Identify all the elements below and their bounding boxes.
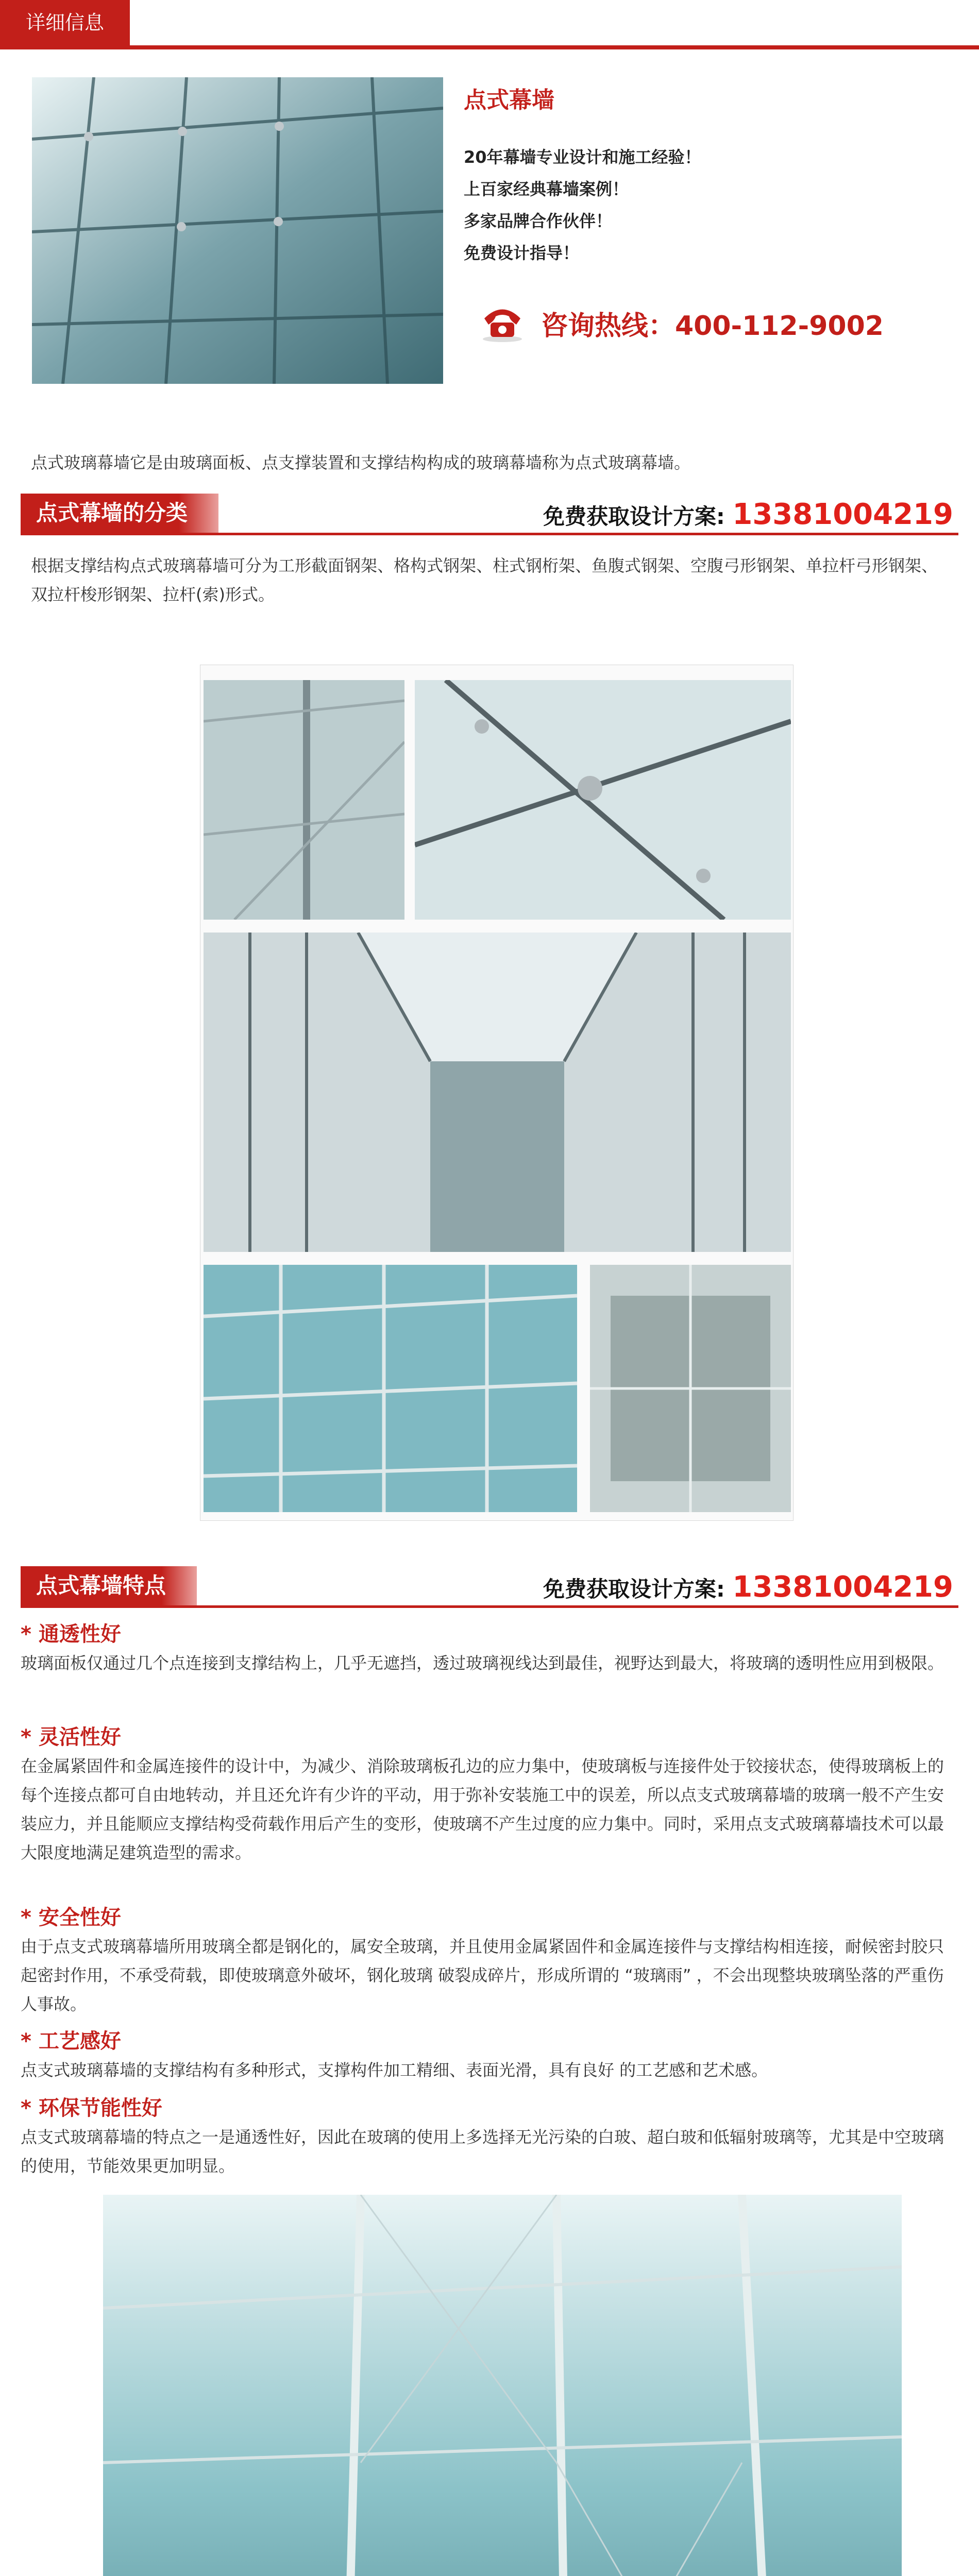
tab-details[interactable]: 详细信息	[0, 0, 130, 45]
feature-title: * 环保节能性好	[21, 2096, 162, 2120]
phone-number[interactable]: 13381004219	[732, 498, 953, 531]
gallery-photo-5	[590, 1265, 791, 1512]
feature-body: 点支式玻璃幕墙的支撑结构有多种形式，支撑构件加工精细、表面光滑，具有良好 的工艺感和艺术感。	[21, 2060, 768, 2080]
section-title: 点式幕墙特点	[21, 1566, 197, 1605]
free-design-cta[interactable]	[543, 1570, 953, 1604]
feature-title: * 通透性好	[21, 1622, 121, 1646]
free-design-cta[interactable]	[543, 498, 953, 531]
phone-number[interactable]: 13381004219	[732, 1570, 953, 1604]
feature-title: * 安全性好	[21, 1906, 121, 1929]
intro-text: 点式玻璃幕墙它是由玻璃面板、点支撑装置和支撑结构构成的玻璃幕墙称为点式玻璃幕墙。	[31, 453, 691, 472]
gallery-photo-4	[204, 1265, 577, 1512]
hero-line-3: 多家品牌合作伙伴！	[464, 211, 613, 231]
feature-body: 在金属紧固件和金属连接件的设计中，为减少、消除玻璃板孔边的应力集中，使玻璃板与连接件处于铰接状态，使得玻璃板上的每个连接点都可自由地转动，并且还允许有少许的平动，用于弥补安装施工中的误差，所以点支式玻璃幕墙的玻璃一般不产生安装应力，并且能顺应支撑结构受荷载作用后产生的变形，使玻璃不产生过度的应力集中。同时，采用点支式玻璃幕墙技术可以最大限度地满足建筑造型的需求。	[21, 1756, 944, 1862]
tab-bar	[0, 0, 979, 49]
gallery-photo-2	[415, 680, 791, 920]
section-classification-header	[21, 494, 958, 535]
hero-line-1: 20年幕墙专业设计和施工经验！	[464, 147, 701, 167]
hero-line-4: 免费设计指导！	[464, 243, 580, 263]
features-photo	[103, 2195, 902, 2576]
section-features-header	[21, 1566, 958, 1608]
gallery-photo-3	[204, 933, 791, 1252]
feature-title: * 灵活性好	[21, 1725, 121, 1749]
free-label: 免费获取设计方案:	[543, 504, 725, 529]
hero-title: 点式幕墙	[464, 87, 554, 113]
classification-text: 根据支撑结构点式玻璃幕墙可分为工形截面钢架、格构式钢架、柱式钢桁架、鱼腹式钢架、空腹弓形钢架、单拉杆弓形钢架、双拉杆梭形钢架、拉杆(索)形式。	[31, 556, 938, 604]
hero-photo	[32, 77, 443, 384]
section-title: 点式幕墙的分类	[21, 494, 218, 533]
feature-title: * 工艺感好	[21, 2029, 121, 2053]
feature-body: 由于点支式玻璃幕墙所用玻璃全都是钢化的，属安全玻璃，并且使用金属紧固件和金属连接件与支撑结构相连接，耐候密封胶只起密封作用，不承受荷载，即使玻璃意外破坏，钢化玻璃 破裂成碎片，形成所谓的 “玻璃雨” ，不会出现整块玻璃坠落的严重伤人事故。	[21, 1937, 944, 2014]
gallery-photo-1	[204, 680, 404, 920]
hotline[interactable]: 咨询热线：400-112-9002	[541, 311, 884, 342]
phone-icon	[479, 298, 526, 344]
feature-body: 玻璃面板仅通过几个点连接到支撑结构上，几乎无遮挡，透过玻璃视线达到最佳，视野达到最大，将玻璃的透明性应用到极限。	[21, 1653, 944, 1673]
free-label: 免费获取设计方案:	[543, 1577, 725, 1602]
feature-body: 点支式玻璃幕墙的特点之一是通透性好，因此在玻璃的使用上多选择无光污染的白玻、超白玻和低辐射玻璃等，尤其是中空玻璃的使用，节能效果更加明显。	[21, 2127, 944, 2176]
hero-line-2: 上百家经典幕墙案例！	[464, 179, 629, 199]
